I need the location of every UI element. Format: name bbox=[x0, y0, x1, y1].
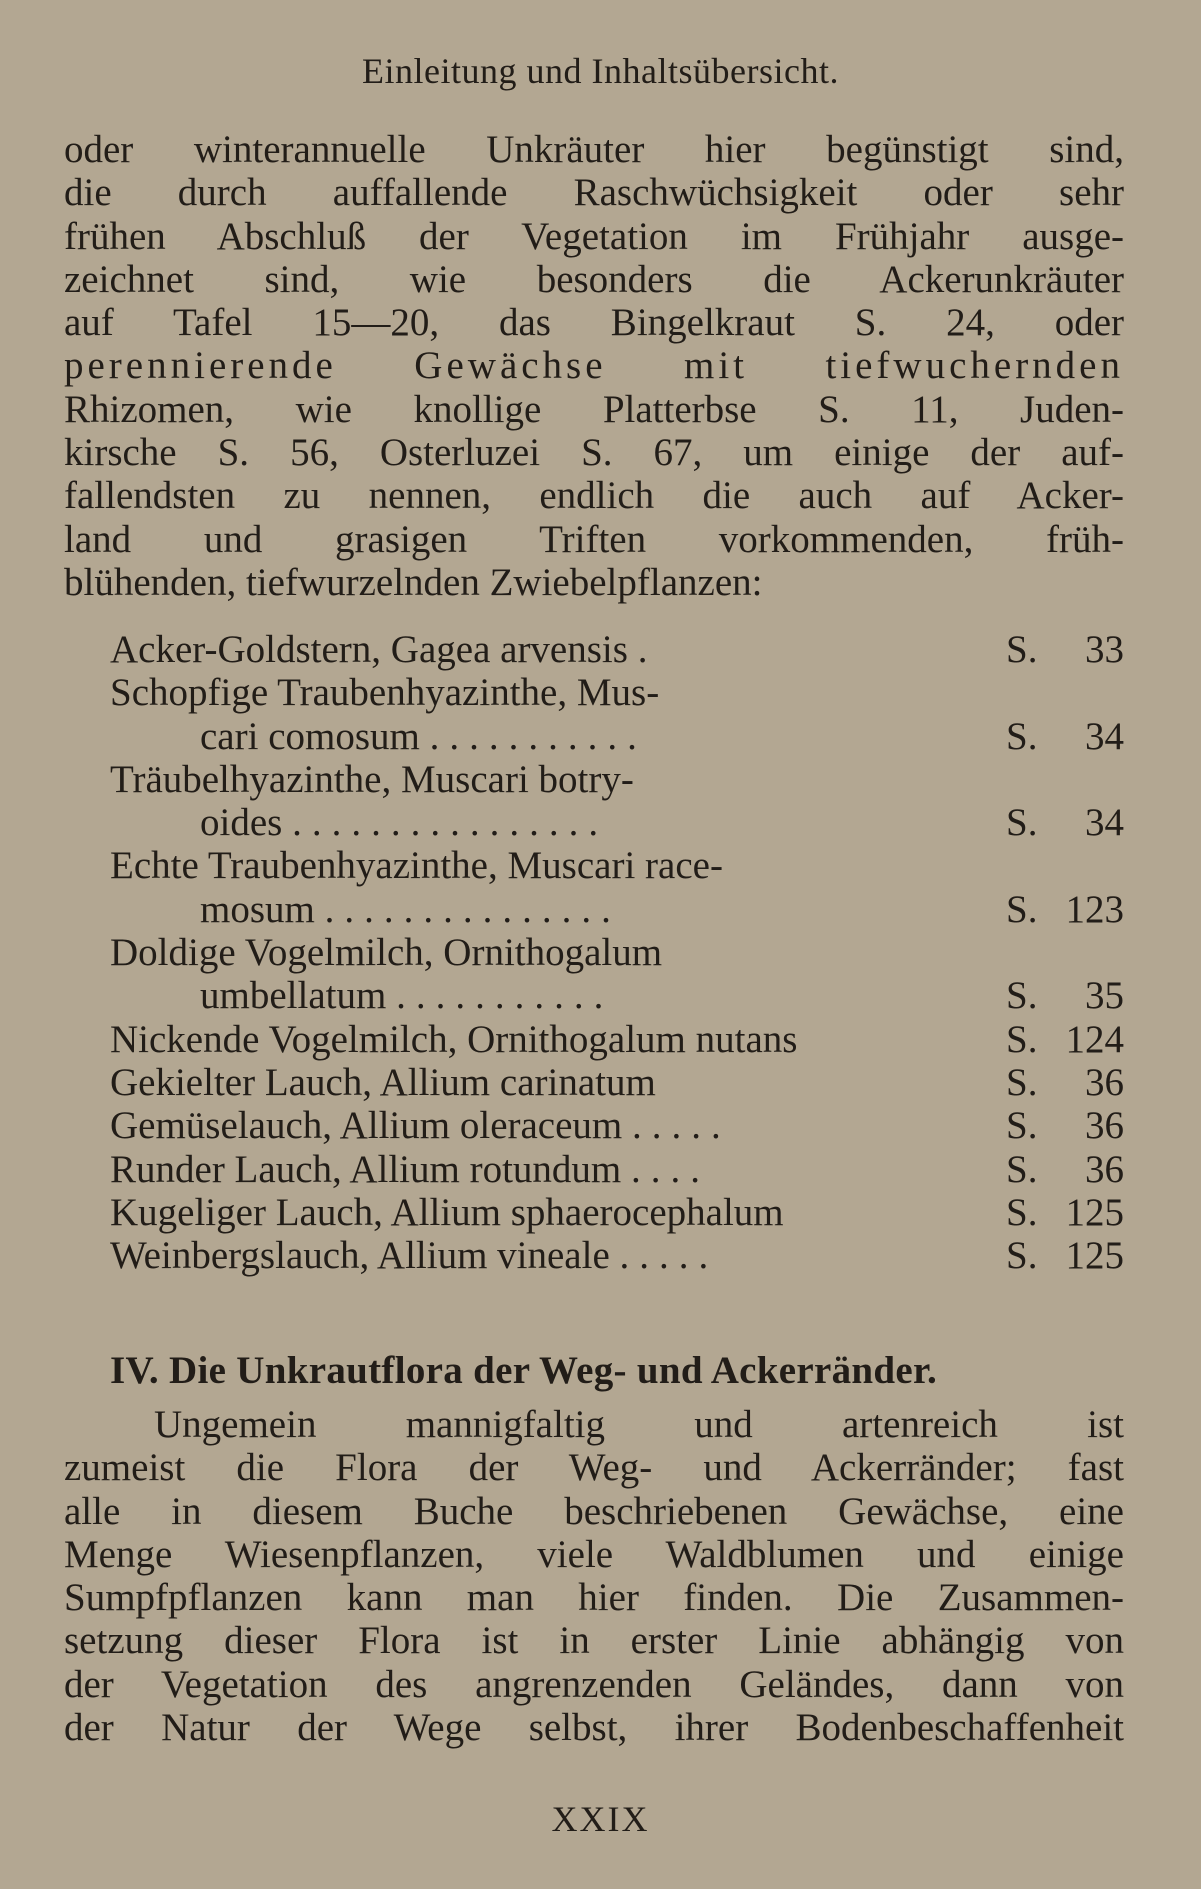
text-line: oder winterannuelle Unkräuter hier begünstigt sind, bbox=[64, 128, 1124, 171]
page-prefix: S. bbox=[1006, 801, 1038, 845]
page-prefix: S. bbox=[1006, 1190, 1038, 1234]
page-number-ref: 125 bbox=[1065, 1190, 1124, 1234]
species-list-row bbox=[110, 888, 1124, 931]
text-line: alle in diesem Buche beschriebenen Gewächse, eine bbox=[64, 1489, 1124, 1533]
running-head: Einleitung und Inhaltsübersicht. bbox=[362, 51, 839, 91]
species-list-row bbox=[110, 801, 1124, 844]
species-name-text: oides bbox=[200, 801, 283, 845]
species-name bbox=[200, 888, 621, 931]
page-reference bbox=[1006, 888, 1124, 931]
page-reference bbox=[1006, 1234, 1124, 1277]
page-prefix: S. bbox=[1006, 714, 1038, 758]
page-number-ref: 36 bbox=[1085, 1060, 1124, 1104]
page-prefix: S. bbox=[1006, 887, 1038, 931]
page-number-ref: 34 bbox=[1085, 714, 1124, 758]
text-line: setzung dieser Flora ist in erster Linie abhängig von bbox=[64, 1619, 1124, 1663]
page-number-ref: 125 bbox=[1065, 1234, 1124, 1278]
species-list bbox=[110, 628, 1124, 1277]
text-line: land und grasigen Triften vorkommenden, früh- bbox=[64, 517, 1124, 561]
text-line: Menge Wiesenpflanzen, viele Waldblumen und einige bbox=[64, 1532, 1124, 1576]
species-name: Träubelhyazinthe, Muscari botry- bbox=[110, 757, 634, 801]
page-reference bbox=[1006, 1018, 1124, 1061]
page-reference bbox=[1006, 1104, 1124, 1147]
species-list-row bbox=[110, 1234, 1124, 1277]
page-prefix: S. bbox=[1006, 974, 1038, 1018]
species-name bbox=[110, 628, 657, 671]
species-name bbox=[200, 715, 647, 758]
species-name bbox=[200, 974, 613, 1017]
species-name-text: Runder Lauch, Allium rotundum bbox=[110, 1147, 622, 1191]
text-line: zeichnet sind, wie besonders die Ackerunkräuter bbox=[64, 257, 1124, 301]
text-line: kirsche S. 56, Osterluzei S. 67, um einige der auf- bbox=[64, 431, 1124, 475]
leader-dots: ..... bbox=[632, 1104, 731, 1148]
page-reference bbox=[1006, 1191, 1124, 1234]
page-number-ref: 34 bbox=[1085, 801, 1124, 845]
species-list-row bbox=[110, 1104, 1124, 1147]
species-list-row bbox=[110, 628, 1124, 671]
species-name-text: umbellatum bbox=[200, 974, 387, 1018]
page-number-ref: 124 bbox=[1065, 1017, 1124, 1061]
text-line: Ungemein mannigfaltig und artenreich ist bbox=[154, 1403, 1124, 1446]
species-list-row bbox=[110, 1018, 1124, 1061]
text-line: auf Tafel 15—20, das Bingelkraut S. 24, oder bbox=[64, 301, 1124, 345]
text-line: fallendsten zu nennen, endlich die auch auf Acker- bbox=[64, 474, 1124, 518]
text-line: zumeist die Flora der Weg- und Ackerränder; fast bbox=[64, 1446, 1124, 1490]
species-list-row bbox=[110, 715, 1124, 758]
species-list-row bbox=[110, 844, 1124, 887]
species-name bbox=[110, 1148, 710, 1191]
page-reference bbox=[1006, 1148, 1124, 1191]
page-reference bbox=[1006, 974, 1124, 1017]
species-name-text: Weinbergslauch, Allium vineale bbox=[110, 1234, 610, 1278]
section-paragraph bbox=[64, 1403, 1124, 1749]
intro-paragraph bbox=[64, 128, 1124, 604]
leader-dots: ................ bbox=[292, 801, 609, 845]
species-name bbox=[110, 1234, 718, 1277]
species-name: Gekielter Lauch, Allium carinatum bbox=[110, 1060, 656, 1104]
leader-dots: . bbox=[637, 628, 658, 671]
leader-dots: ..... bbox=[619, 1234, 719, 1278]
species-list-row bbox=[110, 931, 1124, 974]
species-name-text: Gemüselauch, Allium oleraceum bbox=[110, 1104, 623, 1148]
species-list-row bbox=[110, 758, 1124, 801]
leader-dots: .... bbox=[631, 1147, 711, 1191]
text-line: blühenden, tiefwurzelnden Zwiebelpflanzen: bbox=[64, 560, 763, 604]
species-list-row bbox=[110, 671, 1124, 714]
page-prefix: S. bbox=[1006, 1060, 1038, 1104]
text-line: die durch auffallende Raschwüchsigkeit oder sehr bbox=[64, 171, 1124, 215]
page-reference bbox=[1006, 715, 1124, 758]
species-list-row bbox=[110, 1191, 1124, 1234]
text-line: frühen Abschluß der Vegetation im Frühjahr ausge- bbox=[64, 214, 1124, 258]
leader-dots: ........... bbox=[429, 714, 647, 758]
page-prefix: S. bbox=[1006, 1234, 1038, 1278]
page-number-ref: 36 bbox=[1085, 1104, 1124, 1148]
species-name: Nickende Vogelmilch, Ornithogalum nutans bbox=[110, 1017, 798, 1061]
species-name-text: cari comosum bbox=[200, 714, 420, 758]
species-name: Schopfige Traubenhyazinthe, Mus- bbox=[110, 671, 660, 715]
page-reference bbox=[1006, 1061, 1124, 1104]
text-line: Rhizomen, wie knollige Platterbse S. 11, Juden- bbox=[64, 387, 1124, 431]
leader-dots: ............... bbox=[324, 887, 621, 931]
text-line: der Vegetation des angrenzenden Geländes, dann von bbox=[64, 1662, 1124, 1706]
species-list-row bbox=[110, 1148, 1124, 1191]
text-line: perennierende Gewächse mit tiefwuchernden bbox=[64, 344, 1124, 388]
species-name-text: mosum bbox=[200, 887, 315, 931]
species-name: Echte Traubenhyazinthe, Muscari race- bbox=[110, 844, 723, 888]
page-reference bbox=[1006, 801, 1124, 844]
page-number-ref: 33 bbox=[1085, 628, 1124, 671]
species-name bbox=[200, 801, 608, 844]
page-number-ref: 123 bbox=[1065, 887, 1124, 931]
page-number-ref: 35 bbox=[1085, 974, 1124, 1018]
page-number: XXIX bbox=[551, 1799, 650, 1839]
page-prefix: S. bbox=[1006, 1017, 1038, 1061]
text-line: der Natur der Wege selbst, ihrer Bodenbeschaffenheit bbox=[64, 1706, 1124, 1750]
species-name: Kugeliger Lauch, Allium sphaerocephalum bbox=[110, 1190, 784, 1234]
species-name: Doldige Vogelmilch, Ornithogalum bbox=[110, 931, 663, 975]
page-prefix: S. bbox=[1006, 1147, 1038, 1191]
page-number-ref: 36 bbox=[1085, 1147, 1124, 1191]
section-heading: IV. Die Unkrautflora der Weg- und Ackerränder. bbox=[110, 1349, 938, 1392]
page-prefix: S. bbox=[1006, 628, 1038, 671]
species-name-text: Acker-Goldstern, Gagea arvensis bbox=[110, 628, 628, 671]
text-line: Sumpfpflanzen kann man hier finden. Die Zusammen- bbox=[64, 1576, 1124, 1620]
page-prefix: S. bbox=[1006, 1104, 1038, 1148]
species-name bbox=[110, 1104, 731, 1147]
leader-dots: ........... bbox=[396, 974, 614, 1018]
species-list-row bbox=[110, 974, 1124, 1017]
page-reference bbox=[1006, 628, 1124, 671]
species-list-row bbox=[110, 1061, 1124, 1104]
